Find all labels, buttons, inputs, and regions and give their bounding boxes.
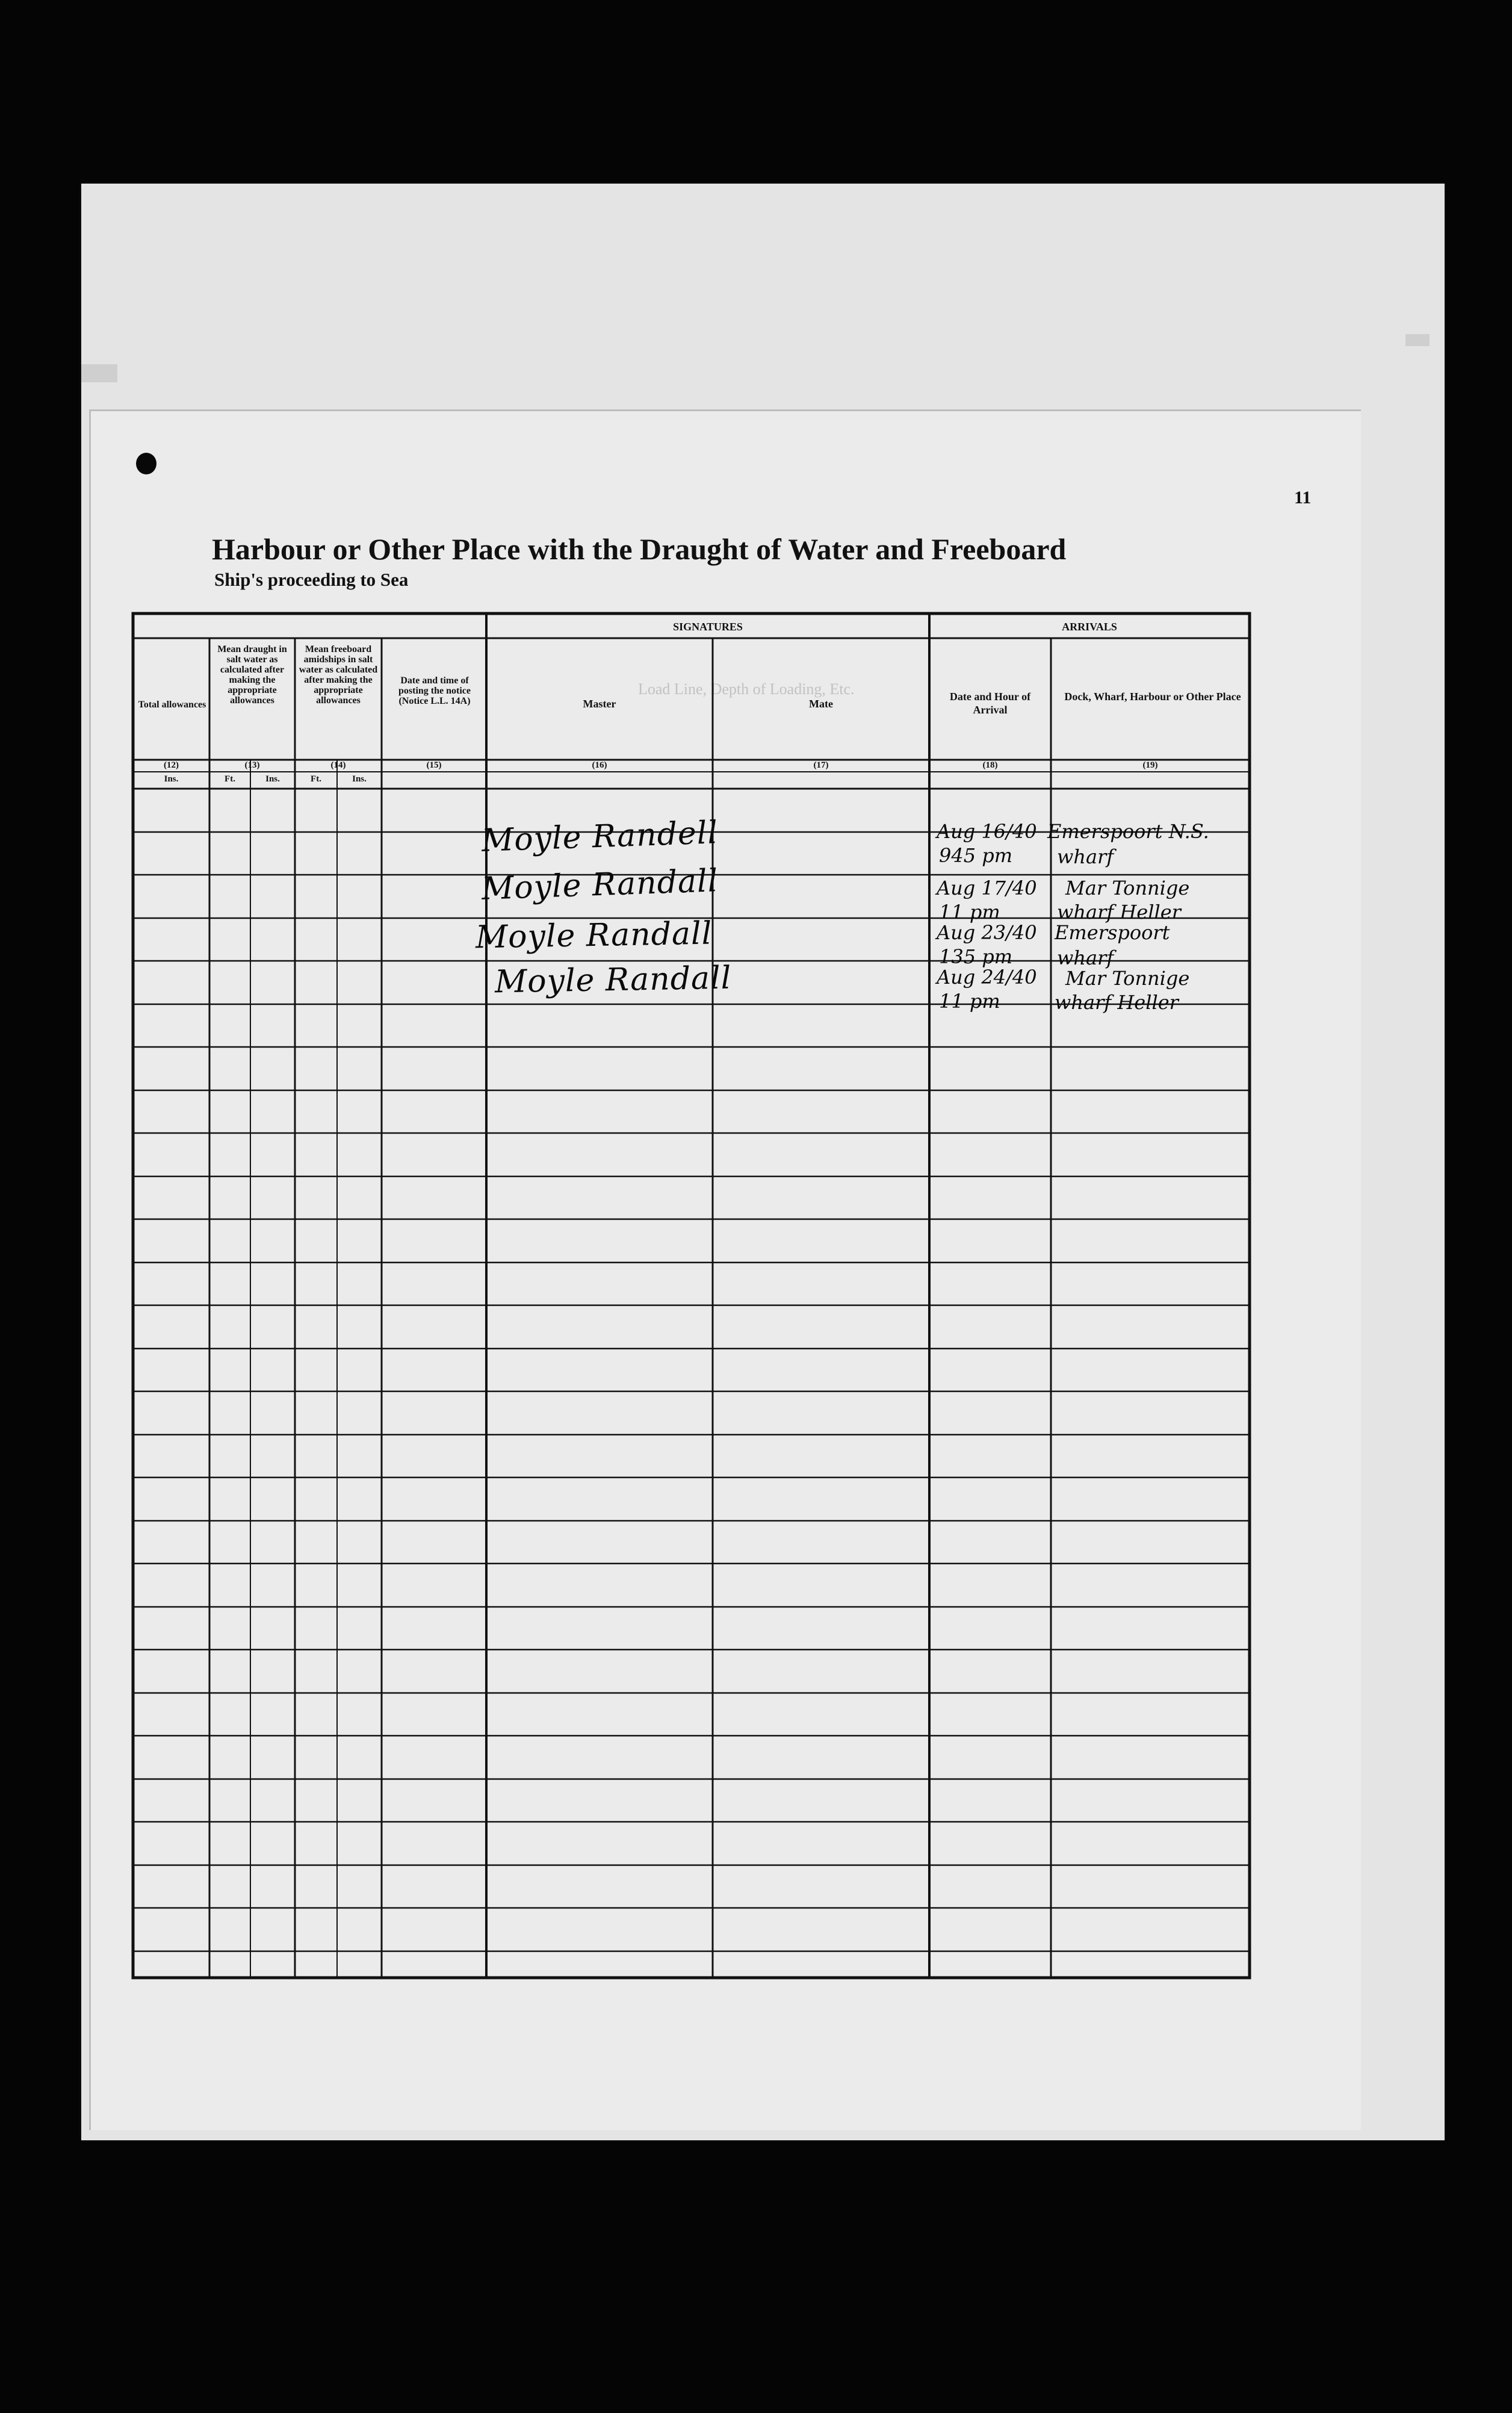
signatures-group-header: SIGNATURES xyxy=(673,621,743,633)
arrival-date: Aug 17/40 xyxy=(937,877,1037,899)
arrival-place: wharf Heller xyxy=(1055,991,1179,1014)
arrival-place: Mar Tonnige xyxy=(1065,967,1190,990)
col-mean-draught-header: Mean draught in salt water as calculated after making the appropriate allowances xyxy=(217,644,287,706)
unit-label: Ins. xyxy=(164,774,179,784)
master-signature: Moyle Randall xyxy=(494,960,732,1001)
col-arrival-date-header: Date and Hour of Arrival xyxy=(949,691,1031,716)
col-total-allowances-header: Total allowances xyxy=(138,700,206,710)
col-number: (15) xyxy=(426,760,442,770)
arrival-date: Aug 23/40 xyxy=(937,921,1037,944)
master-signature: Moyle Randell xyxy=(481,815,719,859)
col-number: (12) xyxy=(164,760,179,770)
col-mate-header: Mate xyxy=(809,698,833,710)
col-number: (14) xyxy=(330,760,346,770)
col-mean-freeboard-header: Mean freeboard amidships in salt water as calculated after making the appropriate allowances xyxy=(299,644,378,706)
col-date-posting-header: Date and time of posting the notice (Notice L.L. 14A) xyxy=(398,675,471,706)
unit-label: Ft. xyxy=(311,774,321,784)
arrival-time: 945 pm xyxy=(939,844,1013,867)
col-number: (16) xyxy=(592,760,607,770)
arrival-date: Aug 16/40 xyxy=(937,820,1037,843)
unit-label: Ft. xyxy=(225,774,235,784)
arrival-place: Emerspoort xyxy=(1055,921,1170,944)
arrival-time: 135 pm xyxy=(939,945,1013,968)
arrival-time: 11 pm xyxy=(939,990,1000,1013)
arrival-time: 11 pm xyxy=(939,901,1000,924)
arrival-date: Aug 24/40 xyxy=(937,966,1037,989)
arrival-place: Emerspoort N.S. xyxy=(1047,820,1209,843)
arrival-place: wharf Heller xyxy=(1057,901,1181,924)
col-master-header: Master xyxy=(583,698,616,710)
master-signature: Moyle Randall xyxy=(475,915,713,956)
unit-label: Ins. xyxy=(265,774,280,784)
col-number: (18) xyxy=(982,760,998,770)
master-signature: Moyle Randall xyxy=(481,863,719,907)
page-number: 11 xyxy=(1294,488,1312,508)
arrivals-group-header: ARRIVALS xyxy=(1062,621,1117,633)
arrival-place: Mar Tonnige xyxy=(1065,877,1190,899)
col-number: (17) xyxy=(813,760,829,770)
col-number: (13) xyxy=(244,760,260,770)
arrival-place: wharf xyxy=(1057,845,1114,868)
col-number: (19) xyxy=(1142,760,1158,770)
bleed-through-text: Load Line, Depth of Loading, Etc. xyxy=(638,680,855,698)
unit-label: Ins. xyxy=(352,774,367,784)
page-subtitle: Ship's proceeding to Sea xyxy=(214,569,409,590)
col-arrival-place-header: Dock, Wharf, Harbour or Other Place xyxy=(1064,691,1241,703)
page-title: Harbour or Other Place with the Draught of Water and Freeboard xyxy=(212,532,1067,566)
arrival-place: wharf xyxy=(1057,946,1114,969)
